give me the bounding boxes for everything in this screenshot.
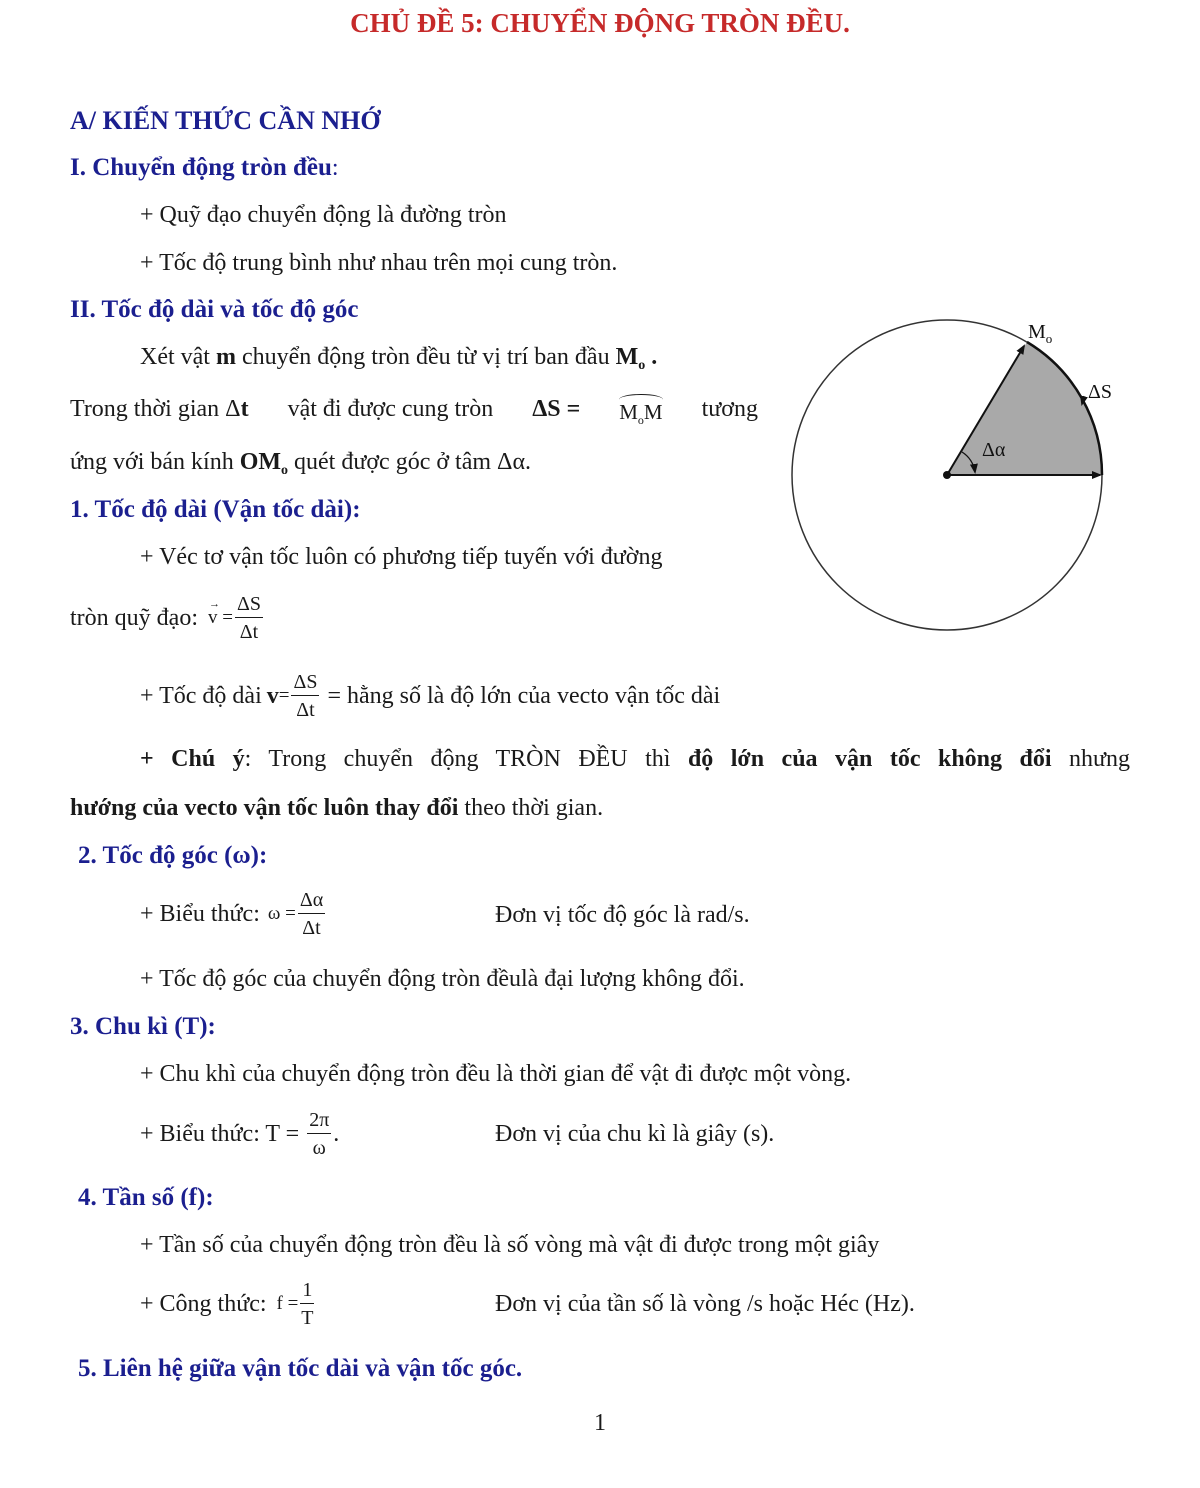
sec1-note-line1 [140, 746, 1130, 773]
om0-symbol: OM [239, 449, 282, 475]
denominator: ω [312, 1137, 326, 1159]
numerator: ΔS [291, 672, 319, 696]
numerator: ΔS [235, 594, 263, 618]
sec4-unit: Đơn vị của tần số là vòng /s hoặc Héc (Hz). [495, 1291, 915, 1317]
part1-heading-text: I. Chuyển động tròn đều [70, 154, 332, 181]
delta-s-symbol: ΔS = [532, 396, 581, 422]
text: tương [701, 396, 758, 422]
emphasis: độ lớn của vận tốc không đổi [687, 746, 1052, 772]
sec1-heading: 1. Tốc độ dài (Vận tốc dài): [70, 496, 361, 523]
section-a-heading: A/ KIẾN THỨC CẦN NHỚ [70, 106, 381, 135]
numerator: 2π [307, 1110, 331, 1134]
denominator: T [301, 1307, 314, 1329]
subscript: o [637, 413, 644, 427]
emphasis: hướng của vecto vận tốc luôn thay đổi [70, 795, 459, 821]
omega-lhs: ω = [267, 903, 296, 924]
part2-intro-line2 [70, 396, 758, 428]
text: quét được góc ở tâm Δα. [288, 449, 532, 475]
mass-symbol: m [215, 344, 236, 370]
sec2-line1 [140, 890, 327, 938]
sec4-line1: + Tần số của chuyển động tròn đều là số vòng mà vật đi được trong một giây [140, 1232, 880, 1258]
fraction-dalpha-dt [298, 890, 325, 938]
label-delta-alpha: Δα [982, 439, 1006, 461]
text: + Biểu thức: [140, 900, 260, 927]
part1-heading-colon: : [331, 155, 339, 181]
sec1-line3 [140, 672, 720, 720]
sec3-heading: 3. Chu kì (T): [70, 1013, 216, 1040]
numerator: 1 [300, 1280, 314, 1304]
text: + Tốc độ dài [140, 682, 262, 709]
page-title: CHỦ ĐỀ 5: CHUYỂN ĐỘNG TRÒN ĐỀU. [350, 8, 850, 38]
denominator: Δt [302, 917, 321, 939]
sec2-heading: 2. Tốc độ góc (ω): [78, 842, 268, 869]
denominator: Δt [296, 699, 315, 721]
m0-symbol: M [615, 344, 639, 370]
sec4-line2 [140, 1280, 316, 1328]
sec3-line1: + Chu khì của chuyển động tròn đều là thời gian để vật đi được một vòng. [140, 1061, 852, 1087]
equals: = [278, 685, 290, 706]
text: Trong thời gian Δ [70, 396, 241, 422]
sec1-note-line2 [70, 795, 603, 822]
sec1-line1: + Véc tơ vận tốc luôn có phương tiếp tuyến với đường [140, 544, 663, 570]
part2-intro-line3 [70, 449, 531, 479]
sec2-unit: Đơn vị tốc độ góc là rad/s. [495, 902, 750, 928]
text: vật đi được cung tròn [287, 396, 494, 422]
text: M [619, 400, 638, 424]
text: theo thời gian. [458, 795, 604, 821]
sec3-unit: Đơn vị của chu kì là giây (s). [495, 1121, 775, 1147]
v-symbol: v [266, 682, 279, 709]
eq-v-lhs [208, 607, 233, 629]
t-symbol: t [240, 396, 249, 422]
part1-heading [70, 154, 339, 182]
text: . [333, 1120, 340, 1147]
subscript: o [638, 358, 646, 373]
sec3-line2 [140, 1110, 339, 1158]
page-number: 1 [594, 1410, 606, 1436]
v-vector: → v = [208, 607, 233, 629]
text: M [643, 400, 663, 424]
f-lhs: f = [276, 1293, 299, 1314]
arc-m0m [619, 396, 662, 428]
circular-motion-diagram [782, 312, 1112, 642]
fraction-1-t [300, 1280, 314, 1328]
fraction-ds-dt [291, 672, 319, 720]
center-point [943, 471, 951, 479]
sec1-line2 [70, 594, 265, 642]
part1-bullet: + Tốc độ trung bình như nhau trên mọi cung tròn. [140, 250, 618, 276]
part2-heading: II. Tốc độ dài và tốc độ góc [70, 296, 359, 323]
text: ứng với bán kính [70, 449, 240, 475]
text: nhưng [1051, 746, 1131, 772]
numerator: Δα [298, 890, 325, 914]
part1-bullet: + Quỹ đạo chuyển động là đường tròn [140, 202, 507, 228]
text [70, 396, 249, 428]
text: + Biểu thức: T = [140, 1120, 300, 1147]
subscript: o [281, 463, 289, 478]
text: : Trong chuyển động TRÒN ĐỀU thì [244, 746, 688, 772]
fraction-2pi-omega [307, 1110, 331, 1158]
sec2-line2: + Tốc độ góc của chuyển động tròn đềulà đại lượng không đổi. [140, 966, 745, 992]
text: = hằng số là độ lớn của vecto vận tốc dài [327, 682, 721, 709]
sec4-heading: 4. Tần số (f): [78, 1184, 214, 1211]
fraction-ds-dt [235, 594, 263, 642]
text: Xét vật [140, 344, 216, 370]
note-label: + Chú ý [140, 746, 245, 772]
label-m0: $M_o$ [1028, 321, 1053, 346]
sec5-heading: 5. Liên hệ giữa vận tốc dài và vận tốc góc. [78, 1355, 523, 1382]
part2-intro-line1 [140, 344, 657, 374]
text: tròn quỹ đạo: [70, 604, 198, 631]
text: . [645, 344, 658, 370]
text: chuyển động tròn đều từ vị trí ban đầu [235, 344, 616, 370]
label-delta-s: ΔS [1088, 381, 1112, 403]
denominator: Δt [239, 621, 259, 643]
text: + Công thức: [140, 1290, 267, 1317]
